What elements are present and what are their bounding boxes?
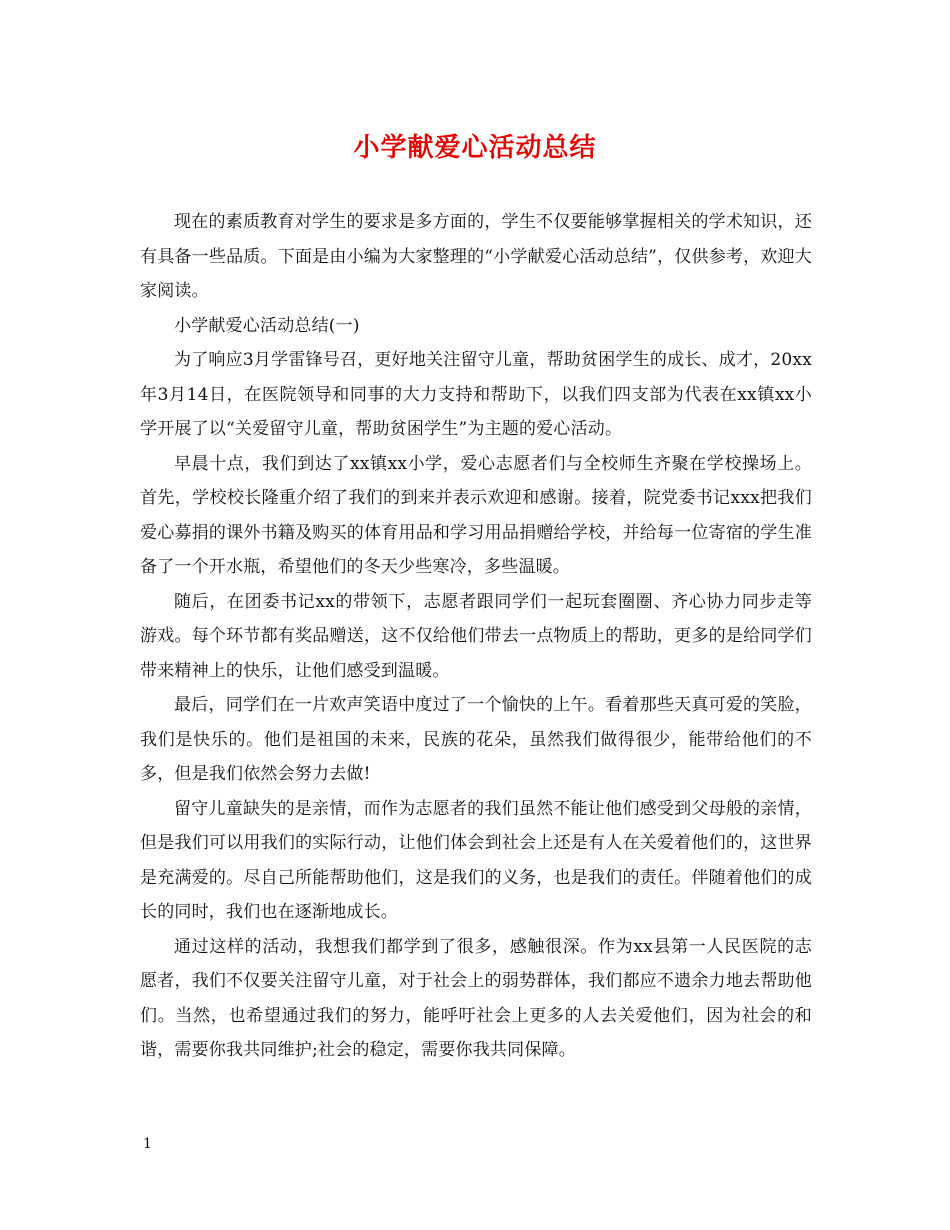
page-number: 1 [143, 1136, 152, 1152]
body-paragraph: 早晨十点，我们到达了xx镇xx小学，爱心志愿者们与全校师生齐聚在学校操场上。首先，学校校长隆重介绍了我们的到来并表示欢迎和感谢。接着，院党委书记xxx把我们爱心募捐的课外书籍及购买的体育用品和学习用品捐赠给学校，并给每一位寄宿的学生准备了一个开水瓶，希望他们的冬天少些寒冷，多些温暖。 [140, 453, 812, 577]
intro-paragraph: 现在的素质教育对学生的要求是多方面的，学生不仅要能够掌握相关的学术知识，还有具备一些品质。下面是由小编为大家整理的“小学献爱心活动总结”，仅供参考，欢迎大家阅读。 [140, 212, 812, 301]
body-paragraph: 留守儿童缺失的是亲情，而作为志愿者的我们虽然不能让他们感受到父母般的亲情，但是我们可以用我们的实际行动，让他们体会到社会上还是有人在关爱着他们的，这世界是充满爱的。尽自己所能帮助他们，这是我们的义务，也是我们的责任。伴随着他们的成长的同时，我们也在逐渐地成长。 [140, 798, 812, 922]
body-paragraph: 通过这样的活动，我想我们都学到了很多，感触很深。作为xx县第一人民医院的志愿者，我们不仅要关注留守儿童，对于社会上的弱势群体，我们都应不遗余力地去帮助他们。当然，也希望通过我们的努力，能呼吁社会上更多的人去关爱他们，因为社会的和谐，需要你我共同维护;社会的稳定，需要你我共同保障。 [140, 936, 812, 1060]
body-paragraph: 随后，在团委书记xx的带领下，志愿者跟同学们一起玩套圈圈、齐心协力同步走等游戏。每个环节都有奖品赠送，这不仅给他们带去一点物质上的帮助，更多的是给同学们带来精神上的快乐，让他们感受到温暖。 [140, 591, 812, 681]
body-paragraph: 最后，同学们在一片欢声笑语中度过了一个愉快的上午。看着那些天真可爱的笑脸，我们是快乐的。他们是祖国的未来，民族的花朵，虽然我们做得很少，能带给他们的不多，但是我们依然会努力去做! [140, 695, 812, 784]
section-heading: 小学献爱心活动总结(一) [174, 315, 360, 336]
document-body [140, 205, 812, 1068]
body-paragraph: 为了响应3月学雷锋号召，更好地关注留守儿童，帮助贫困学生的成长、成才，20xx年3月14日，在医院领导和同事的大力支持和帮助下，以我们四支部为代表在xx镇xx小学开展了以“关爱留守儿童，帮助贫困学生”为主题的爱心活动。 [140, 350, 812, 439]
document-title: 小学献爱心活动总结 [353, 133, 597, 163]
